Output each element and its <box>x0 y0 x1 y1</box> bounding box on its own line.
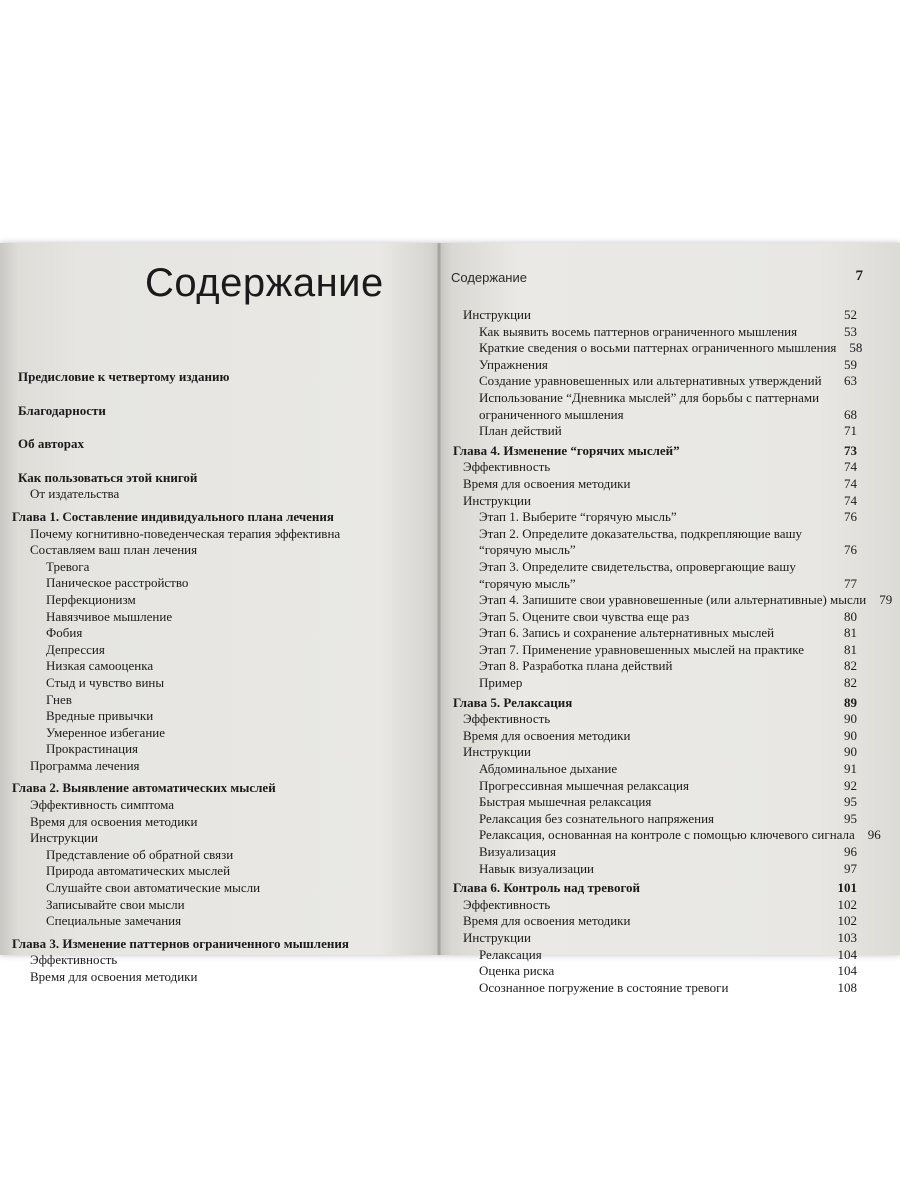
toc-entry <box>441 459 857 476</box>
left-page <box>0 243 437 984</box>
toc-entry-title: Перфекционизм <box>46 591 136 607</box>
toc-entry <box>0 692 437 709</box>
toc-entry <box>441 625 857 642</box>
toc-entry-page: 80 <box>844 608 857 624</box>
toc-entry-title: Глава 6. Контроль над тревогой <box>453 880 641 896</box>
toc-entry <box>441 711 857 728</box>
toc-entry <box>0 913 437 930</box>
toc-entry-title: Глава 3. Изменение паттернов ограниченного мышления <box>12 935 349 951</box>
toc-entry-title: Инструкции <box>463 929 531 945</box>
toc-entry-page: 91 <box>844 761 857 777</box>
right-page <box>441 243 900 995</box>
toc-entry <box>441 778 857 795</box>
toc-entry <box>441 861 857 878</box>
toc-heading <box>0 509 437 526</box>
toc-heading <box>441 695 857 712</box>
toc-entry-title: Глава 1. Составление индивидуального плана лечения <box>12 508 334 524</box>
toc-entry-title: Осознанное погружение в состояние тревоги <box>479 979 729 995</box>
toc-entry-page: 82 <box>844 675 857 691</box>
toc-entry <box>441 526 857 559</box>
toc-entry-title: Записывайте свои мысли <box>46 896 185 912</box>
toc-entry-title: Глава 2. Выявление автоматических мыслей <box>12 780 276 796</box>
toc-entry <box>441 827 881 844</box>
toc-entry-page: 96 <box>867 827 881 843</box>
toc-entry-title: Инструкции <box>463 307 531 322</box>
toc-entry-page: 95 <box>844 794 857 810</box>
toc-heading <box>0 369 437 386</box>
toc-entry-title: Эффективность <box>463 711 551 727</box>
toc-entry-title: Программа лечения <box>30 757 140 773</box>
toc-entry-title: Эффективность <box>30 952 118 968</box>
toc-entry-title: Этап 1. Выберите “горячую мысль” <box>479 509 677 525</box>
toc-entry-title: Умеренное избегание <box>46 724 166 740</box>
toc-entry-page: 63 <box>844 373 857 389</box>
toc-entry-title: Этап 2. Определите доказательства, подкрепляющие вашу “горячую мысль” <box>479 525 802 558</box>
toc-entry-page: 58 <box>849 340 863 356</box>
toc-entry-title: Навык визуализации <box>479 860 594 876</box>
toc-entry-page: 77 <box>844 575 857 591</box>
toc-entry <box>0 592 437 609</box>
toc-entry-page: 92 <box>844 777 857 793</box>
toc-entry <box>0 741 437 758</box>
toc-entry <box>0 658 437 675</box>
toc-entry-title: Гнев <box>46 691 72 707</box>
toc-entry-title: Прогрессивная мышечная релаксация <box>479 777 689 793</box>
toc-entry-page: 104 <box>837 963 857 979</box>
toc-entry <box>0 814 437 831</box>
toc-entry-title: Глава 5. Релаксация <box>453 694 573 710</box>
toc-entry-title: Фобия <box>46 625 83 641</box>
toc-entry <box>441 592 893 609</box>
toc-entry-title: Релаксация <box>479 946 542 962</box>
toc-entry-page: 52 <box>844 307 857 322</box>
toc-entry <box>441 930 857 947</box>
toc-entry-title: Слушайте свои автоматические мысли <box>46 880 261 896</box>
toc-entry-page: 59 <box>844 356 857 372</box>
toc-entry <box>441 324 857 341</box>
toc-heading <box>0 936 437 953</box>
toc-entry <box>0 863 437 880</box>
toc-entry <box>441 390 857 423</box>
toc-entry-title: Время для освоения методики <box>30 969 198 984</box>
toc-entry <box>0 897 437 914</box>
toc-entry <box>441 493 857 510</box>
toc-entry-page: 97 <box>844 860 857 876</box>
toc-entry-page: 101 <box>837 880 857 896</box>
toc-entry-page: 73 <box>844 442 857 458</box>
toc-entry-title: Быстрая мышечная релаксация <box>479 794 652 810</box>
toc-entry-title: Навязчивое мышление <box>46 608 173 624</box>
toc-entry <box>441 913 857 930</box>
toc-entry-page: 81 <box>844 625 857 641</box>
right-toc-list <box>441 307 893 996</box>
toc-entry-page: 90 <box>844 727 857 743</box>
toc-heading <box>0 403 437 420</box>
toc-entry <box>441 307 857 324</box>
toc-entry-page: 95 <box>844 810 857 826</box>
toc-entry <box>441 642 857 659</box>
toc-entry <box>0 575 437 592</box>
toc-entry <box>441 728 857 745</box>
toc-entry-page: 79 <box>879 592 893 608</box>
toc-entry <box>0 952 437 969</box>
toc-entry <box>441 476 857 493</box>
toc-entry-title: Депрессия <box>46 641 105 657</box>
toc-entry-title: Абдоминальное дыхание <box>479 761 618 777</box>
toc-entry-title: Тревога <box>46 558 90 574</box>
toc-entry <box>441 609 857 626</box>
toc-entry <box>441 761 857 778</box>
toc-entry-title: Природа автоматических мыслей <box>46 863 231 879</box>
toc-entry-page: 96 <box>844 844 857 859</box>
toc-entry-title: Почему когнитивно-поведенческая терапия эффективна <box>30 525 341 541</box>
toc-entry <box>0 847 437 864</box>
toc-entry <box>441 980 857 997</box>
open-book-spread <box>0 243 900 995</box>
toc-entry <box>0 758 437 775</box>
toc-entry-page: 90 <box>844 711 857 727</box>
toc-entry-title: Эффективность <box>463 896 551 912</box>
toc-entry <box>441 963 857 980</box>
toc-entry-title: Вредные привычки <box>46 708 154 724</box>
toc-entry <box>441 658 857 675</box>
toc-heading <box>441 443 857 460</box>
left-toc-list <box>0 369 437 986</box>
toc-entry <box>441 340 863 357</box>
contents-title: Содержание <box>145 261 384 305</box>
toc-entry-title: Время для освоения методики <box>463 727 631 743</box>
toc-entry-title: Этап 3. Определите свидетельства, опровергающие вашу “горячую мысль” <box>479 558 796 591</box>
toc-entry-page: 76 <box>844 542 857 558</box>
toc-entry <box>441 509 857 526</box>
toc-entry <box>0 609 437 626</box>
toc-entry-title: Использование “Дневника мыслей” для борьбы с паттернами ограниченного мышления <box>479 389 820 422</box>
toc-entry-title: Этап 8. Разработка плана действий <box>479 658 673 674</box>
toc-entry-page: 103 <box>837 929 857 945</box>
running-head: Содержание <box>451 270 527 285</box>
toc-entry <box>441 844 857 861</box>
toc-entry-title: Составляем ваш план лечения <box>30 542 198 558</box>
page-number: 7 <box>855 268 863 284</box>
toc-entry-title: Пример <box>479 675 523 691</box>
toc-entry-page: 53 <box>844 323 857 339</box>
toc-entry <box>441 811 857 828</box>
toc-entry-page: 74 <box>844 459 857 475</box>
toc-entry-page: 81 <box>844 641 857 657</box>
toc-entry <box>0 880 437 897</box>
toc-entry <box>441 559 857 592</box>
toc-entry-title: План действий <box>479 423 562 439</box>
toc-entry-title: Предисловие к четвертому изданию <box>18 369 230 384</box>
toc-entry-title: Эффективность симптома <box>30 797 175 813</box>
toc-entry <box>0 830 437 847</box>
toc-entry <box>441 423 857 440</box>
toc-entry-title: Время для освоения методики <box>463 475 631 491</box>
toc-entry <box>0 486 437 503</box>
toc-entry-title: Создание уравновешенных или альтернативных утверждений <box>479 373 822 389</box>
toc-entry <box>0 625 437 642</box>
toc-heading <box>0 470 437 487</box>
toc-entry-title: Специальные замечания <box>46 913 182 929</box>
toc-entry-page: 89 <box>844 694 857 710</box>
toc-entry-title: Инструкции <box>463 744 531 760</box>
toc-entry-title: Эффективность <box>463 459 551 475</box>
toc-entry-title: Этап 6. Запись и сохранение альтернативных мыслей <box>479 625 775 641</box>
toc-entry-title: Как выявить восемь паттернов ограниченного мышления <box>479 323 798 339</box>
toc-heading <box>0 780 437 797</box>
toc-entry-page: 82 <box>844 658 857 674</box>
toc-entry <box>441 947 857 964</box>
toc-entry <box>441 357 857 374</box>
toc-entry-page: 68 <box>844 406 857 422</box>
toc-entry-title: Глава 4. Изменение “горячих мыслей” <box>453 442 680 458</box>
toc-entry-page: 76 <box>844 509 857 525</box>
toc-entry-page: 108 <box>837 979 857 995</box>
toc-entry <box>0 725 437 742</box>
toc-entry-title: Как пользоваться этой книгой <box>18 469 198 485</box>
toc-entry <box>441 794 857 811</box>
toc-entry-page: 74 <box>844 475 857 491</box>
toc-entry-title: Релаксация, основанная на контроле с помощью ключевого сигнала <box>479 827 855 843</box>
toc-entry-title: Благодарности <box>18 402 106 418</box>
toc-entry-title: Визуализация <box>479 844 556 859</box>
toc-entry <box>441 373 857 390</box>
toc-entry-page: 102 <box>837 913 857 929</box>
toc-entry <box>441 744 857 761</box>
toc-heading <box>441 880 857 897</box>
toc-entry <box>0 675 437 692</box>
toc-entry <box>0 526 437 543</box>
toc-entry-title: Представление об обратной связи <box>46 846 234 862</box>
toc-heading <box>0 436 437 453</box>
toc-entry-title: Низкая самооценка <box>46 658 154 674</box>
toc-entry <box>0 642 437 659</box>
toc-entry-title: Время для освоения методики <box>30 813 198 829</box>
toc-entry-title: Паническое расстройство <box>46 575 189 591</box>
toc-entry <box>0 708 437 725</box>
toc-entry-title: От издательства <box>30 486 120 502</box>
toc-entry <box>0 797 437 814</box>
toc-entry <box>0 542 437 559</box>
toc-entry <box>0 559 437 576</box>
toc-entry-title: Краткие сведения о восьми паттернах ограниченного мышления <box>479 340 837 356</box>
toc-entry-title: Прокрастинация <box>46 741 139 757</box>
toc-entry-page: 71 <box>844 423 857 439</box>
toc-entry-title: Упражнения <box>479 356 548 372</box>
toc-entry-page: 90 <box>844 744 857 760</box>
toc-entry <box>441 675 857 692</box>
toc-entry-page: 102 <box>837 896 857 912</box>
toc-entry-page: 74 <box>844 492 857 508</box>
toc-entry-title: Об авторах <box>18 436 85 452</box>
toc-entry <box>441 897 857 914</box>
toc-entry-title: Стыд и чувство вины <box>46 674 165 690</box>
toc-entry-title: Релаксация без сознательного напряжения <box>479 810 715 826</box>
toc-entry-title: Оценка риска <box>479 963 555 979</box>
toc-entry-title: Этап 4. Запишите свои уравновешенные (или альтернативные) мысли <box>479 592 867 608</box>
toc-entry-page: 104 <box>837 946 857 962</box>
toc-entry-title: Этап 7. Применение уравновешенных мыслей на практике <box>479 641 805 657</box>
toc-entry-title: Инструкции <box>463 492 531 508</box>
toc-entry <box>0 969 437 986</box>
toc-entry-title: Инструкции <box>30 830 98 846</box>
toc-entry-title: Время для освоения методики <box>463 913 631 929</box>
toc-entry-title: Этап 5. Оцените свои чувства еще раз <box>479 608 690 624</box>
